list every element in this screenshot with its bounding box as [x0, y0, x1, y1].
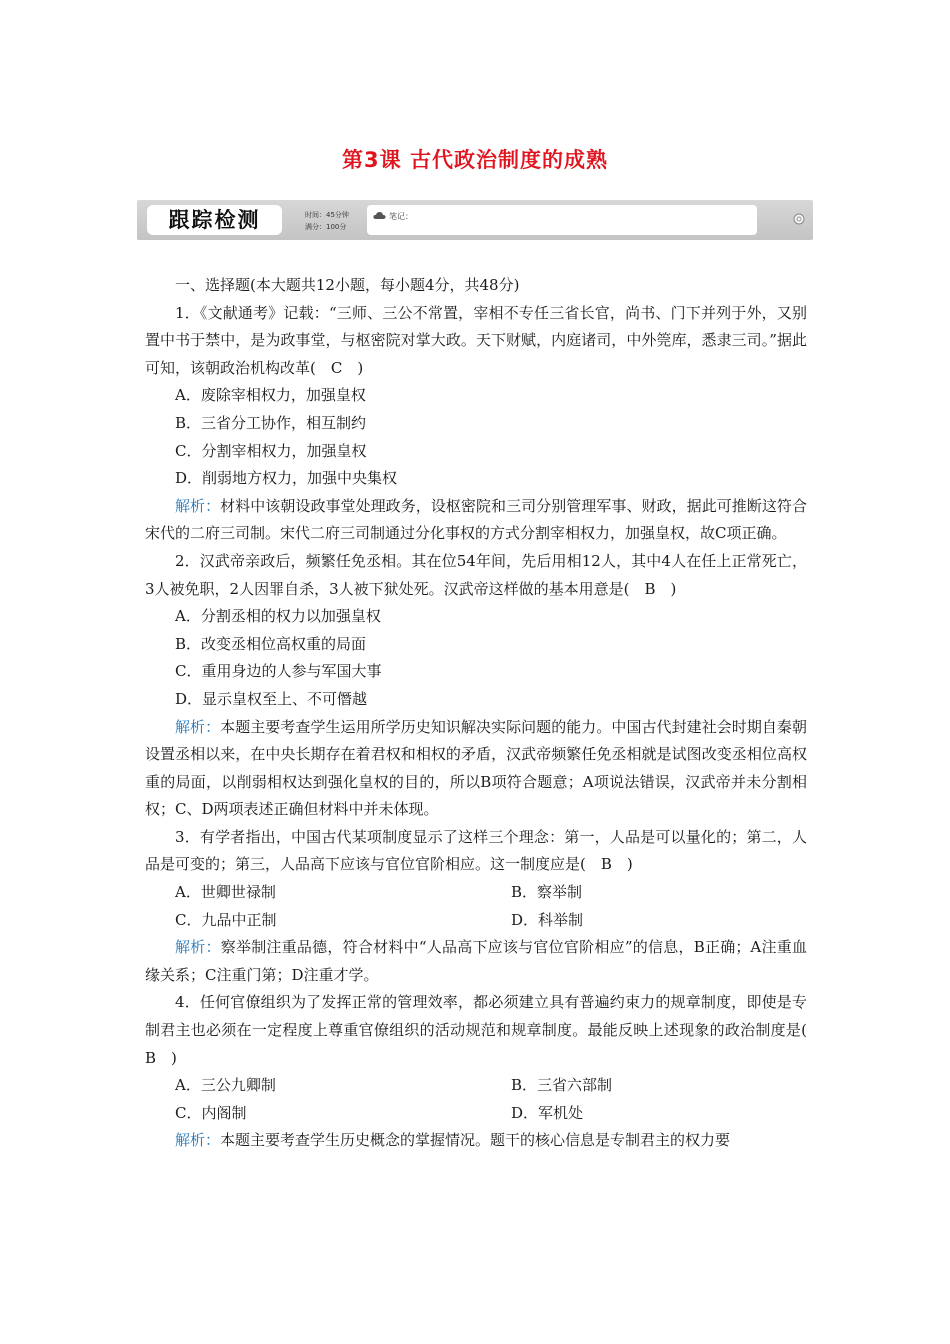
analysis-label: 解析： [175, 496, 221, 515]
question-stem: 3．有学者指出，中国古代某项制度显示了这样三个理念：第一，人品是可以量化的；第二，人品是可变的；第三，人品高下应该与官位官阶相应。这一制度应是( B ) [145, 827, 807, 874]
time-limit: 时间：45分钟 [305, 211, 349, 219]
analysis [145, 1127, 807, 1155]
option-c: C．九品中正制 [175, 910, 277, 929]
option-a: A．分割丞相的权力以加强皇权 [175, 607, 381, 626]
analysis-label: 解析： [175, 717, 221, 736]
analysis [145, 934, 807, 989]
option-b: B．三省分工协作，相互制约 [175, 413, 367, 432]
option-d: D．削弱地方权力，加强中央集权 [175, 469, 398, 488]
question-stem: 1．《文献通考》记载：“三师、三公不常置，宰相不专任三省长官，尚书、门下并列于外，又别置中书于禁中，是为政事堂，与枢密院对掌大政。天下财赋，内庭诸司，中外筦库，悉隶三司。”据此可知，该朝政治机构改革( C ) [145, 303, 807, 377]
ring-icon [793, 213, 805, 225]
test-meta [305, 209, 349, 233]
tracking-test-header-bar [137, 200, 813, 240]
option-b: B．改变丞相位高权重的局面 [175, 634, 367, 653]
option-row [145, 907, 807, 935]
notes-box[interactable] [367, 205, 757, 235]
analysis-text: 察举制注重品德，符合材料中“人品高下应该与官位官阶相应”的信息，B正确；A注重血缘关系；C注重门第；D注重才学。 [145, 938, 807, 984]
question-stem: 2．汉武帝亲政后，频繁任免丞相。其在位54年间，先后用相12人，其中4人在任上正常死亡，3人被免职，2人因罪自杀，3人被下狱处死。汉武帝这样做的基本用意是( B ) [145, 551, 807, 598]
analysis-text: 材料中该朝设政事堂处理政务，设枢密院和三司分别管理军事、财政，据此可推断这符合宋代的二府三司制。宋代二府三司制通过分化事权的方式分割宰相权力，加强皇权，故C项正确。 [145, 496, 807, 543]
analysis-label: 解析： [175, 938, 221, 957]
analysis-text: 本题主要考查学生运用所学历史知识解决实际问题的能力。中国古代封建社会时期自秦朝设置丞相以来，在中央长期存在着君权和相权的矛盾，汉武帝频繁任免丞相就是试图改变丞相位高权重的局面，以削弱相权达到强化皇权的目的，所以B项符合题意；A项说法错误，汉武帝并未分割相权；C、D两项表述正确但材料中并未体现。 [145, 717, 807, 819]
section-heading: 一、选择题(本大题共12小题，每小题4分，共48分) [175, 276, 520, 294]
option-c: C．重用身边的人参与军国大事 [175, 662, 382, 681]
option-a: A．世卿世禄制 [175, 883, 276, 902]
option-d: D．显示皇权至上、不可僭越 [175, 689, 368, 708]
option-a: A．废除宰相权力，加强皇权 [175, 386, 366, 405]
option-row [145, 879, 807, 907]
option-c: C．内阁制 [175, 1103, 247, 1122]
analysis [145, 493, 807, 548]
option-d: D．科举制 [511, 910, 584, 929]
analysis-label: 解析： [175, 1131, 221, 1150]
page-title: 第3课 古代政治制度的成熟 [342, 148, 608, 172]
option-d: D．军机处 [511, 1103, 584, 1122]
question-stem: 4．任何官僚组织为了发挥正常的管理效率，都必须建立具有普遍约束力的规章制度，即使是专制君主也必须在一定程度上尊重官僚组织的活动规范和规章制度。最能反映上述现象的政治制度是( B ) [145, 993, 823, 1067]
full-score: 满分：100分 [305, 223, 347, 231]
tracking-test-label: 跟踪检测 [147, 205, 282, 235]
option-b: B．三省六部制 [511, 1076, 613, 1095]
option-a: A．三公九卿制 [175, 1076, 276, 1095]
notes-label: 笔记： [389, 212, 413, 221]
option-c: C．分割宰相权力，加强皇权 [175, 441, 367, 460]
analysis [145, 714, 807, 824]
question-content [145, 272, 823, 1155]
option-row [145, 1072, 807, 1100]
option-row [145, 1100, 807, 1128]
analysis-text: 本题主要考查学生历史概念的掌握情况。题干的核心信息是专制君主的权力要 [220, 1131, 731, 1150]
option-b: B．察举制 [511, 883, 583, 902]
cloud-icon [373, 211, 386, 220]
